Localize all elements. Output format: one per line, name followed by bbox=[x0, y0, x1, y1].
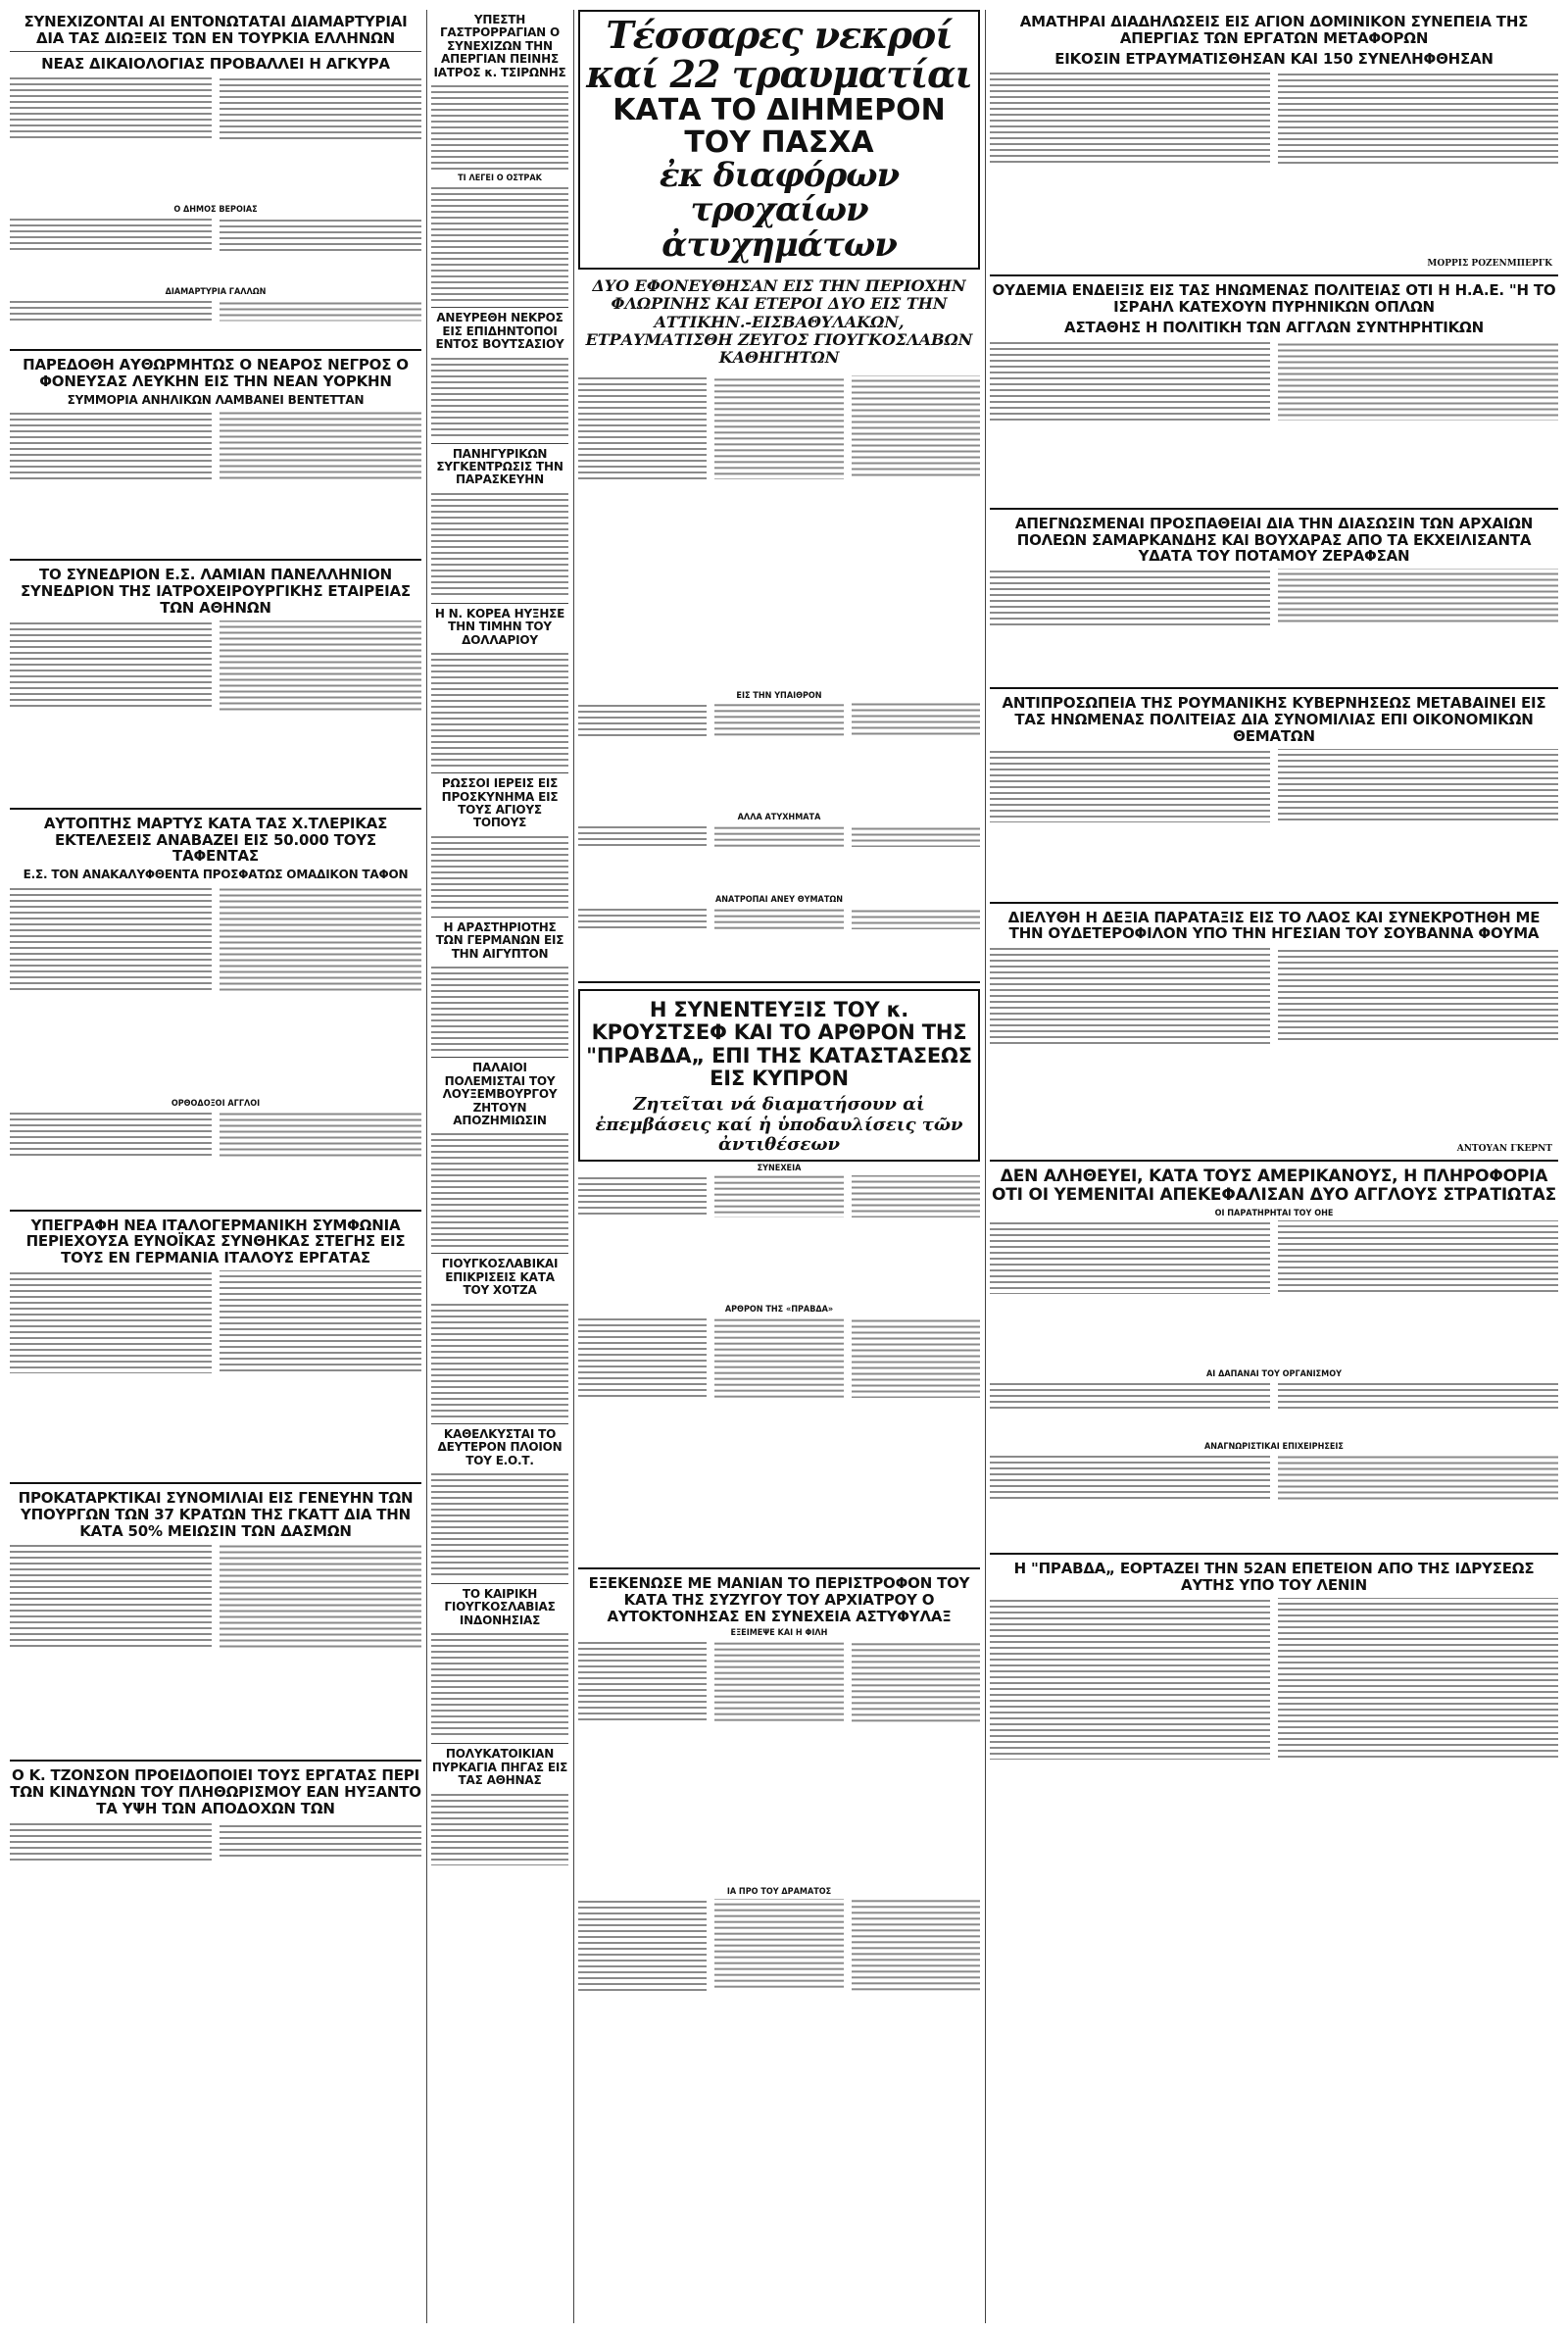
headline: Η ΑΡΑΣΤΗΡΙΟΤΗΣ ΤΩΝ ΓΕΡΜΑΝΩΝ ΕΙΣ ΤΗΝ ΑΙΓΥΠΤΟΝ bbox=[435, 919, 564, 961]
byline: ΑΝΤΟΥΑΝ ΓΚΕΡΝΤ bbox=[1456, 1144, 1552, 1155]
lead-italic-headline: ΔΥΟ ΕΦΟΝΕΥΘΗΣΑΝ ΕΙΣ ΤΗΝ ΠΕΡΙΟΧΗΝ ΦΛΩΡΙΝΗΣ ΚΑΙ ΕΤΕΡΟΙ ΔΥΟ ΕΙΣ ΤΗΝ ΑΤΤΙΚΗΝ.-ΕΙΣΒΑΘΥΛΑΚΩΝ, ΕΤΡΑΥΜΑΤΙΣΘΗ ΖΕΥΓΟΣ ΓΙΟΥΓΚΟΣΛΑΒΩΝ ΚΑΘΗΓΗΤΩΝ bbox=[585, 275, 973, 368]
article-italo-german bbox=[10, 1217, 421, 1476]
article-body bbox=[990, 749, 1558, 896]
article-body bbox=[578, 1640, 980, 1885]
subhead: ΟΡΘΟΔΟΞΟΙ ΑΓΓΛΟΙ bbox=[171, 1098, 261, 1109]
headline: ΥΠΕΣΤΗ ΓΑΣΤΡΟΡΡΑΓΙΑΝ Ο ΣΥΝΕΧΙΖΩΝ ΤΗΝ ΑΠΕΡΓΙΑΝ ΠΕΙΝΗΣ ΙΑΤΡΟΣ κ. ΤΣΙΡΩΝΗΣ bbox=[433, 13, 566, 79]
article-body bbox=[431, 83, 568, 172]
headline: ΓΙΟΥΓΚΟΣΛΑΒΙΚΑΙ ΕΠΙΚΡΙΣΕΙΣ ΚΑΤΑ ΤΟΥ ΧΟΤΖΑ bbox=[441, 1257, 559, 1298]
headline: Η "ΠΡΑΒΔΑ„ ΕΟΡΤΑΖΕΙ ΤΗΝ 52ΑΝ ΕΠΕΤΕΙΟΝ ΑΠΟ ΤΗΣ ΙΔΡΥΣΕΩΣ ΑΥΤΗΣ ΥΠΟ ΤΟΥ ΛΕΝΙΝ bbox=[1013, 1560, 1535, 1595]
headline: ΑΠΕΓΝΩΣΜΕΝΑΙ ΠΡΟΣΠΑΘΕΙΑΙ ΔΙΑ ΤΗΝ ΔΙΑΣΩΣΙΝ ΤΩΝ ΑΡΧΑΙΩΝ ΠΟΛΕΩΝ ΣΑΜΑΡΚΑΝΔΗΣ ΚΑΙ ΒΟΥΧΑΡΑΣ ΑΠΟ ΤΑ ΕΚΧΕΙΛΙΣΑΝΤΑ ΥΔΑΤΑ ΤΟΥ ΠΟΤΑΜΟΥ ΖΕΡΑΦΣΑΝ bbox=[1014, 514, 1534, 566]
headline: ΣΥΜΜΟΡΙΑ ΑΝΗΛΙΚΩΝ ΛΑΜΒΑΝΕΙ ΒΕΝΤΕΤΤΑΝ bbox=[67, 392, 365, 407]
headline: ΑΥΤΟΠΤΗΣ ΜΑΡΤΥΣ ΚΑΤΑ ΤΑΣ Χ.ΤΛΕΡΙΚΑΣ ΕΚΤΕΛΕΣΕΙΣ ΑΝΑΒΑΖΕΙ ΕΙΣ 50.000 ΤΟΥΣ ΤΑΦΕΝΤΑΣ bbox=[43, 814, 388, 866]
headline: ΑΣΤΑΘΗΣ Η ΠΟΛΙΤΙΚΗ ΤΩΝ ΑΓΓΛΩΝ ΣΥΝΤΗΡΗΤΙΚΩΝ bbox=[1064, 318, 1484, 336]
article-body bbox=[990, 1220, 1558, 1367]
subhead: ΑΛΛΑ ΑΤΥΧΗΜΑΤΑ bbox=[737, 812, 821, 822]
article-body bbox=[431, 1631, 568, 1739]
headline: ΥΠΕΓΡΑΦΗ ΝΕΑ ΙΤΑΛΟΓΕΡΜΑΝΙΚΗ ΣΥΜΦΩΝΙΑ ΠΕΡΙΕΧΟΥΣΑ ΕΥΝΟΪΚΑΣ ΣΥΝΘΗΚΑΣ ΣΤΕΓΗΣ ΕΙΣ ΤΟΥΣ ΕΝ ΓΕΡΜΑΝΙΑ ΙΤΑΛΟΥΣ ΕΡΓΑΤΑΣ bbox=[25, 1216, 406, 1267]
headline: ΑΝΕΥΡΕΘΗ ΝΕΚΡΟΣ ΕΙΣ ΕΠΙΔΗΝΤΟΠΟΙ ΕΝΤΟΣ ΒΟΥΤΣΑΣΙΟΥ bbox=[435, 311, 564, 352]
subhead: ΙΑ ΠΡΟ ΤΟΥ ΔΡΑΜΑΤΟΣ bbox=[726, 1887, 832, 1898]
subhead: Ο ΔΗΜΟΣ ΒΕΡΟΙΑΣ bbox=[173, 205, 258, 216]
subhead: ΑΙ ΔΑΠΑΝΑΙ ΤΟΥ ΟΡΓΑΝΙΣΜΟΥ bbox=[1206, 1369, 1342, 1380]
article-johnson-inflation bbox=[10, 1767, 421, 1899]
article-body bbox=[10, 1111, 421, 1204]
subhead: ΤΙ ΛΕΓΕΙ Ο ΟΣΤΡΑΚ bbox=[458, 174, 542, 184]
lead-story-box bbox=[578, 10, 980, 270]
article-hitler-executions bbox=[10, 816, 421, 1204]
article-body bbox=[578, 907, 980, 975]
article-body bbox=[431, 1792, 568, 1865]
banner-subtitle: ΚΑΤΑ ΤΟ ΔΙΗΜΕΡΟΝ ΤΟΥ ΠΑΣΧΑ bbox=[612, 92, 946, 160]
column-3 bbox=[578, 10, 980, 2173]
headline: ΠΑΛΑΙΟΙ ΠΟΛΕΜΙΣΤΑΙ ΤΟΥ ΛΟΥΞΕΜΒΟΥΡΓΟΥ ΖΗΤΟΥΝ ΑΠΟΖΗΜΙΩΣΙΝ bbox=[442, 1061, 558, 1127]
headline: ΠΟΛΥΚΑΤΟΙΚΙΑΝ ΠΥΡΚΑΓΙΑ ΠΗΓΑΣ ΕΙΣ ΤΑΣ ΑΘΗΝΑΣ bbox=[431, 1747, 568, 1788]
headline: ΤΟ ΣΥΝΕΔΡΙΟΝ Ε.Σ. ΛΑΜΙΑΝ ΠΑΝΕΛΛΗΝΙΟΝ ΣΥΝΕΔΡΙΟΝ ΤΗΣ ΙΑΤΡΟΧΕΙΡΟΥΡΓΙΚΗΣ ΕΤΑΙΡΕΙΑΣ ΤΩΝ ΑΘΗΝΩΝ bbox=[21, 566, 411, 618]
headline: Ο Κ. ΤΖΟΝΣΟΝ ΠΡΟΕΙΔΟΠΟΙΕΙ ΤΟΥΣ ΕΡΓΑΤΑΣ ΠΕΡΙ ΤΩΝ ΚΙΝΔΥΝΩΝ ΤΟΥ ΠΛΗΘΩΡΙΣΜΟΥ ΕΑΝ ΗΥΞΑΝΤΟ ΤΑ ΥΨΗ ΤΩΝ ΑΠΟΔΟΧΩΝ ΤΩΝ bbox=[10, 1766, 421, 1818]
article-body bbox=[10, 411, 421, 553]
headline: ΠΑΡΕΔΟΘΗ ΑΥΘΩΡΜΗΤΩΣ Ο ΝΕΑΡΟΣ ΝΕΓΡΟΣ Ο ΦΟΝΕΥΣΑΣ ΛΕΥΚΗΝ ΕΙΣ ΤΗΝ ΝΕΑΝ ΥΟΡΚΗΝ bbox=[23, 356, 409, 391]
article-body bbox=[10, 299, 421, 343]
article-body bbox=[990, 340, 1558, 502]
headline: ΑΝΤΙΠΡΟΣΩΠΕΙΑ ΤΗΣ ΡΟΥΜΑΝΙΚΗΣ ΚΥΒΕΡΝΗΣΕΩΣ ΜΕΤΑΒΑΙΝΕΙ ΕΙΣ ΤΑΣ ΗΝΩΜΕΝΑΣ ΠΟΛΙΤΕΙΑΣ ΔΙΑ ΣΥΝΟΜΙΛΙΑΣ ΕΠΙ ΟΙΚΟΝΟΜΙΚΩΝ ΘΕΜΑΤΩΝ bbox=[1002, 694, 1546, 745]
column-1 bbox=[10, 10, 421, 1906]
article-body bbox=[10, 621, 421, 802]
headline: ΑΜΑΤΗΡΑΙ ΔΙΑΔΗΛΩΣΕΙΣ ΕΙΣ ΑΓΙΟΝ ΔΟΜΙΝΙΚΟΝ ΣΥΝΕΠΕΙΑ ΤΗΣ ΑΠΕΡΓΙΑΣ ΤΩΝ ΕΡΓΑΤΩΝ ΜΕΤΑΦΟΡΩΝ bbox=[1019, 13, 1529, 47]
article-body bbox=[578, 1899, 980, 2173]
headline: ΟΥΔΕΜΙΑ ΕΝΔΕΙΞΙΣ ΕΙΣ ΤΑΣ ΗΝΩΜΕΝΑΣ ΠΟΛΙΤΕΙΑΣ ΟΤΙ Η Η.Α.Ε. "Η ΤΟ ΙΣΡΑΗΛ ΚΑΤΕΧΟΥΝ ΠΥΡΗΝΙΚΩΝ ΟΠΛΩΝ bbox=[992, 281, 1556, 317]
subhead: ΑΡΘΡΟΝ ΤΗΣ «ΠΡΑΒΔΑ» bbox=[724, 1304, 834, 1315]
banner-title: Τέσσαρες νεκροί καί 22 τραυματίαι bbox=[586, 13, 972, 96]
article-body bbox=[431, 834, 568, 913]
article-body bbox=[990, 1598, 1558, 1921]
article-body bbox=[578, 1175, 980, 1303]
headline: ΔΕΝ ΑΛΗΘΕΥΕΙ, ΚΑΤΑ ΤΟΥΣ ΑΜΕΡΙΚΑΝΟΥΣ, Η ΠΛΗΡΟΦΟΡΙΑ ΟΤΙ ΟΙ ΥΕΜΕΝΙΤΑΙ ΑΠΕΚΕΦΑΛΙΣΑΝ ΔΥΟ ΑΓΓΛΟΥΣ ΣΤΡΑΤΙΩΤΑΣ bbox=[991, 1167, 1557, 1206]
article-body bbox=[10, 1821, 421, 1900]
headline: Ε.Σ. ΤΟΝ ΑΝΑΚΑΛΥΦΘΕΝΤΑ ΠΡΟΣΦΑΤΩΣ ΟΜΑΔΙΚΟΝ ΤΑΦΟΝ bbox=[23, 868, 409, 882]
subhead: ΑΝΑΤΡΟΠΑΙ ΑΝΕΥ ΘΥΜΑΤΩΝ bbox=[714, 894, 844, 905]
subhead: ΕΞΕΙΜΕΨΕ ΚΑΙ Η ΦΙΛΗ bbox=[730, 1628, 828, 1639]
headline: ΕΞΕΚΕΝΩΣΕ ΜΕ ΜΑΝΙΑΝ ΤΟ ΠΕΡΙΣΤΡΟΦΟΝ ΤΟΥ ΚΑΤΑ ΤΗΣ ΣΥΖΥΓΟΥ ΤΟΥ ΑΡΧΙΑΤΡΟΥ Ο ΑΥΤΟΚΤΟΝΗΣΑΣ ΕΝ ΣΥΝΕΧΕΙΑ ΑΣΤΥΦΥΛΑΞ bbox=[588, 1573, 970, 1625]
article-body bbox=[990, 1454, 1558, 1547]
article-body bbox=[578, 824, 980, 893]
headline: ΚΑΘΕΛΚΥΣΤΑΙ ΤΟ ΔΕΥΤΕΡΟΝ ΠΛΟΙΟΝ ΤΟΥ Ε.Ο.Τ. bbox=[437, 1426, 563, 1467]
headline: ΣΥΝΕΧΙΖΟΝΤΑΙ ΑΙ ΕΝΤΟΝΩΤΑΤΑΙ ΔΙΑΜΑΡΤΥΡΙΑΙ ΔΙΑ ΤΑΣ ΔΙΩΞΕΙΣ ΤΩΝ ΕΝ ΤΟΥΡΚΙΑ ΕΛΛΗΝΩΝ bbox=[24, 13, 408, 47]
article-body bbox=[990, 946, 1558, 1142]
krushchev-box bbox=[578, 989, 980, 1162]
subhead: ΣΥΝΕΧΕΙΑ bbox=[757, 1163, 802, 1173]
headline: ΔΙΕΛΥΘΗ Η ΔΕΞΙΑ ΠΑΡΑΤΑΞΙΣ ΕΙΣ ΤΟ ΛΑΟΣ ΚΑΙ ΣΥΝΕΚΡΟΤΗΘΗ ΜΕ ΤΗΝ ΟΥΔΕΤΕΡΟΦΙΛΟΝ ΥΠΟ ΤΗΝ ΗΓΕΣΙΑΝ ΤΟΥ ΣΟΥΒΑΝΝΑ ΦΟΥΜΑ bbox=[1007, 908, 1541, 943]
article-body bbox=[990, 569, 1558, 681]
subhead: ΕΙΣ ΤΗΝ ΥΠΑΙΘΡΟΝ bbox=[736, 690, 822, 701]
article-body bbox=[431, 1302, 568, 1419]
article-body bbox=[431, 965, 568, 1053]
article-body bbox=[431, 1131, 568, 1249]
article-body bbox=[578, 375, 980, 689]
article-body bbox=[10, 75, 421, 203]
article-body bbox=[578, 1316, 980, 1562]
article-new-york bbox=[10, 357, 421, 553]
article-turkey-protests bbox=[10, 14, 421, 343]
article-body bbox=[431, 491, 568, 599]
banner-subtitle-2: ἐκ διαφόρων τροχαίων ἀτυχημάτων bbox=[659, 155, 900, 266]
article-body bbox=[990, 71, 1558, 257]
article-body bbox=[990, 1381, 1558, 1440]
article-body bbox=[10, 1270, 421, 1476]
article-geneva-gatt bbox=[10, 1490, 421, 1754]
subhead: ΔΙΑΜΑΡΤΥΡΙΑ ΓΑΛΛΩΝ bbox=[165, 287, 267, 298]
headline: Η ΣΥΝΕΝΤΕΥΞΙΣ ΤΟΥ κ. ΚΡΟΥΣΤΣΕΦ ΚΑΙ ΤΟ ΑΡΘΡΟΝ ΤΗΣ "ΠΡΑΒΔΑ„ ΕΠΙ ΤΗΣ ΚΑΤΑΣΤΑΣΕΩΣ ΕΙΣ ΚΥΠΡΟΝ bbox=[586, 997, 972, 1091]
article-body bbox=[10, 217, 421, 285]
byline: ΜΟΡΡΙΣ ΡΟΖΕΝΜΠΕΡΓΚ bbox=[1427, 259, 1552, 270]
headline: ΠΡΟΚΑΤΑΡΚΤΙΚΑΙ ΣΥΝΟΜΙΛΙΑΙ ΕΙΣ ΓΕΝΕΥΗΝ ΤΩΝ ΥΠΟΥΡΓΩΝ ΤΩΝ 37 ΚΡΑΤΩΝ ΤΗΣ ΓΚΑΤΤ ΔΙΑ ΤΗΝ ΚΑΤΑ 50% ΜΕΙΩΣΙΝ ΤΩΝ ΔΑΣΜΩΝ bbox=[18, 1489, 414, 1540]
subhead: ΟΙ ΠΑΡΑΤΗΡΗΤΑΙ ΤΟΥ ΟΗΕ bbox=[1214, 1209, 1334, 1219]
article-lamia bbox=[10, 567, 421, 801]
article-body bbox=[578, 703, 980, 811]
headline: ΝΕΑΣ ΔΙΚΑΙΟΛΟΓΙΑΣ ΠΡΟΒΑΛΛΕΙ Η ΑΓΚΥΡΑ bbox=[41, 54, 390, 73]
headline: ΠΑΝΗΓΥΡΙΚΩΝ ΣΥΓΚΕΝΤΡΩΣΙΣ ΤΗΝ ΠΑΡΑΣΚΕΥΗΝ bbox=[436, 446, 564, 487]
headline: ΕΙΚΟΣΙΝ ΕΤΡΑΥΜΑΤΙΣΘΗΣΑΝ ΚΑΙ 150 ΣΥΝΕΛΗΦΘΗΣΑΝ bbox=[1054, 49, 1494, 68]
article-body bbox=[431, 356, 568, 439]
article-body bbox=[431, 185, 568, 303]
subhead: ΑΝΑΓΝΩΡΙΣΤΙΚΑΙ ΕΠΙΧΕΙΡΗΣΕΙΣ bbox=[1204, 1442, 1344, 1453]
headline: Η Ν. ΚΟΡΕΑ ΗΥΞΗΣΕ ΤΗΝ ΤΙΜΗΝ ΤΟΥ ΔΟΛΛΑΡΙΟΥ bbox=[434, 606, 565, 647]
column-2 bbox=[431, 10, 568, 1865]
article-body bbox=[10, 886, 421, 1097]
article-body bbox=[10, 1543, 421, 1754]
column-4 bbox=[990, 10, 1558, 1921]
headline: ΤΟ ΚΑΙΡΙΚΗ ΓΙΟΥΓΚΟΣΛΑΒΙΑΣ ΙΝΔΟΝΗΣΙΑΣ bbox=[444, 1587, 556, 1627]
article-body bbox=[431, 651, 568, 769]
headline: ΡΩΣΣΟΙ ΙΕΡΕΙΣ ΕΙΣ ΠΡΟΣΚΥΝΗΜΑ ΕΙΣ ΤΟΥΣ ΑΓΙΟΥΣ ΤΟΠΟΥΣ bbox=[441, 776, 559, 830]
subheadline: Ζητεῖται νά διαματήσουν αἱ ἐπεμβάσεις καί ἡ ὑποδαυλίσεις τῶν ἀντιθέσεων bbox=[595, 1093, 963, 1156]
article-body bbox=[431, 1471, 568, 1579]
